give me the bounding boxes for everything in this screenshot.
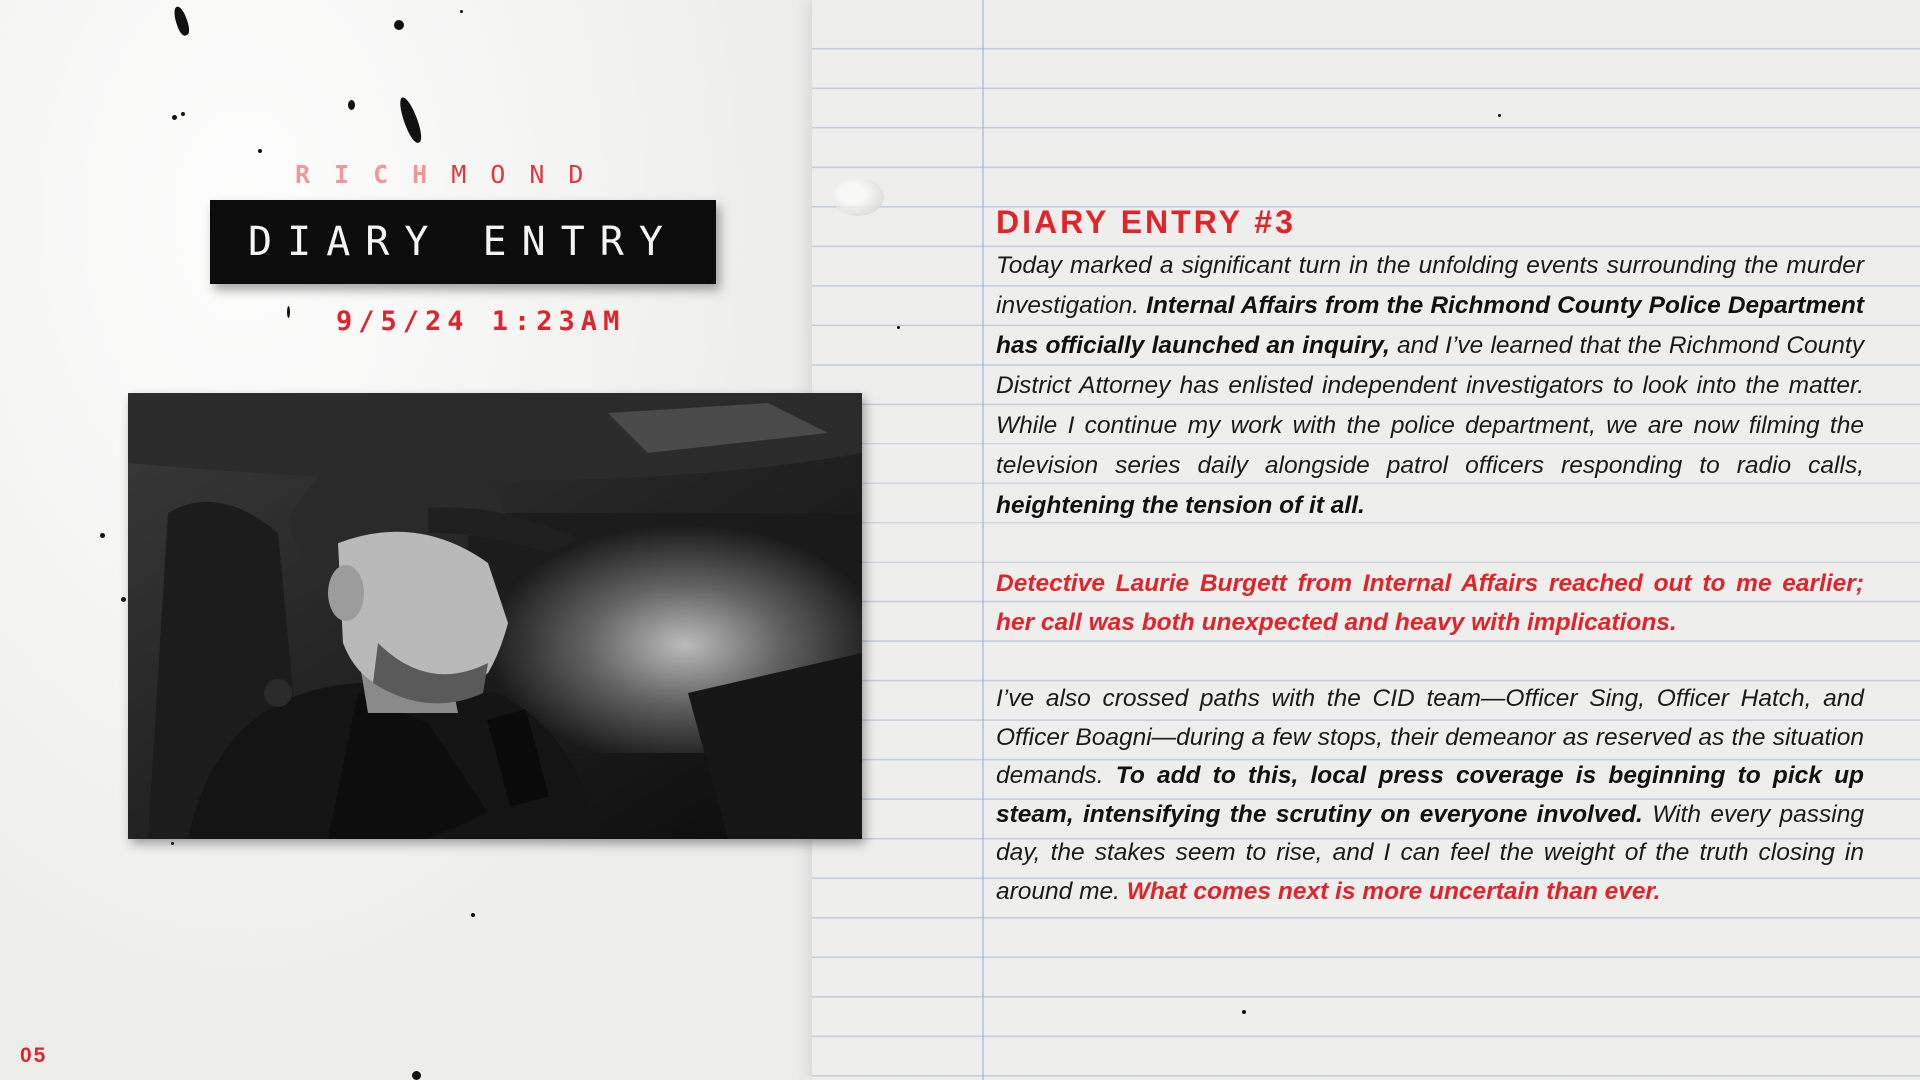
ink-splatter bbox=[897, 326, 900, 329]
page-number: 05 bbox=[20, 1044, 48, 1067]
paragraph-text: Today marked a significant turn in the unfolding events surrounding the murder investigation. bbox=[996, 252, 1864, 319]
ink-splatter bbox=[287, 306, 290, 318]
ink-splatter bbox=[471, 913, 475, 917]
ink-splatter bbox=[460, 10, 463, 13]
entry-title: DIARY ENTRY #3 bbox=[996, 204, 1296, 240]
ink-splatter bbox=[1242, 1010, 1246, 1014]
paragraph-red-text: What comes next is more uncertain than ever. bbox=[1126, 877, 1661, 905]
ink-splatter bbox=[172, 115, 177, 120]
paragraph-text: I’ve also crossed paths with the CID team—Officer Sing, Officer Hatch, and Officer Boagni—during a few stops, their demeanor as reserved as the situation demands. bbox=[996, 685, 1864, 789]
police-officer-photo-icon bbox=[128, 393, 862, 839]
diary-entry-label bbox=[210, 200, 716, 284]
notebook-margin-line bbox=[982, 0, 984, 1080]
entry-date: 9/5/24 1:23AM bbox=[336, 306, 626, 337]
ink-splatter bbox=[181, 112, 185, 116]
entry-paragraph-3 bbox=[996, 680, 1864, 911]
ink-splatter bbox=[412, 1071, 421, 1080]
entry-paragraph-2: Detective Laurie Burgett from Internal Affairs reached out to me earlier; her call was both unexpected and heavy with implications. bbox=[996, 570, 1864, 636]
ink-splatter bbox=[171, 842, 174, 845]
diary-entry-label-text: DIARY ENTRY bbox=[248, 219, 678, 265]
binder-hole bbox=[832, 178, 884, 216]
ink-splatter bbox=[100, 533, 105, 538]
ink-splatter bbox=[348, 100, 355, 110]
ink-splatter bbox=[121, 597, 126, 602]
paragraph-bold-text: heightening the tension of it all. bbox=[996, 492, 1365, 519]
paragraph-bold-text: To add to this, local press coverage is beginning to pick up steam, intensifying the scrutiny on everyone involved. bbox=[996, 762, 1864, 828]
brand-bold-part: RICH bbox=[295, 160, 452, 189]
ink-splatter bbox=[394, 20, 404, 30]
richmond-brand-stamp bbox=[295, 160, 675, 189]
ink-splatter bbox=[1498, 114, 1501, 117]
paragraph-text: With every passing day, the stakes seem to rise, and I can feel the weight of the truth closing in around me. bbox=[996, 800, 1865, 905]
entry-paragraph-1 bbox=[996, 246, 1864, 526]
paragraph-bold-text: Internal Affairs from the Richmond County Police Department has officially launched an inquiry, bbox=[996, 292, 1865, 359]
ink-splatter bbox=[258, 149, 262, 153]
paragraph-text: and I’ve learned that the Richmond County District Attorney has enlisted independent investigators to look into the matter. While I continue my work with the police department, we are now filming the television series daily alongside patrol officers responding to radio calls, bbox=[996, 332, 1864, 479]
officer-photo bbox=[128, 393, 862, 839]
diary-entry-content bbox=[996, 202, 1864, 911]
brand-light-part: MOND bbox=[451, 160, 608, 189]
